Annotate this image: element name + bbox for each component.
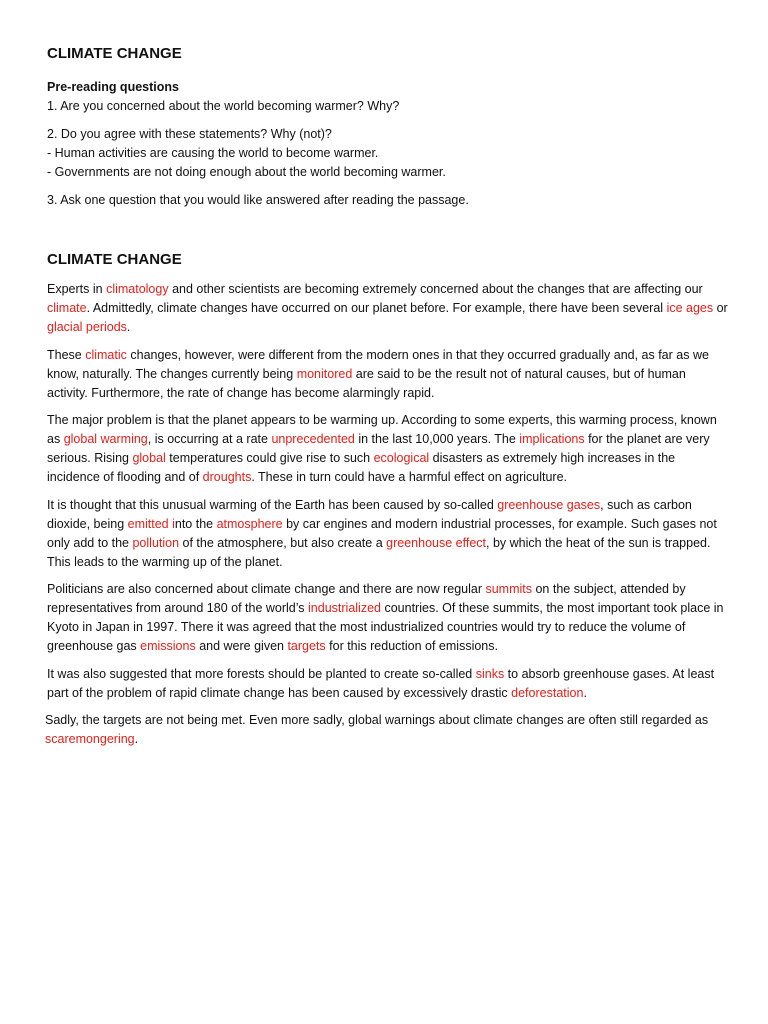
- body-text: or: [713, 301, 728, 315]
- body-text: are said to be the result not of natural causes, but of human activity. Furthermore, the rate of change has become alarmingly rapid.: [47, 366, 686, 400]
- vocab-term: summits: [485, 582, 532, 596]
- paragraph-6: [47, 665, 728, 703]
- body-text: Experts in: [47, 282, 107, 296]
- body-text: .: [126, 320, 131, 334]
- body-text: for this reduction of emissions.: [325, 639, 498, 653]
- vocab-term: ice ages: [666, 301, 714, 315]
- vocab-term: climatic: [85, 347, 127, 362]
- vocab-term: climate: [47, 301, 87, 315]
- body-text: . Admittedly, climate changes have occurred on our planet before. For example, there have been several: [86, 301, 667, 315]
- vocab-term: global: [132, 451, 166, 465]
- body-text: for the planet are very serious. Rising: [47, 432, 710, 465]
- body-text: changes, however, were different from the modern ones in that they occurred gradually and, as far as we know, naturally. The changes currently being: [47, 347, 709, 381]
- body-text: It is thought that this unusual warming of the Earth has been caused by so-called: [47, 497, 498, 512]
- body-text: , by which the heat of the sun is trapped. This leads to the warming up of the planet.: [47, 535, 711, 569]
- vocab-term: targets: [287, 639, 326, 653]
- question-2: 2. Do you agree with these statements? Why (not)?: [47, 127, 332, 141]
- paragraph-1: [47, 280, 728, 337]
- vocab-term: droughts: [202, 470, 252, 484]
- vocab-term: emitted i: [127, 516, 175, 531]
- vocab-term: industrialized: [308, 601, 381, 615]
- body-text: and were given: [195, 639, 288, 653]
- paragraph-5: [47, 580, 728, 656]
- body-text: It was also suggested that more forests should be planted to create so-called: [47, 666, 476, 681]
- body-text: by car engines and modern industrial processes, for example. Such gases not only add to the: [47, 516, 717, 550]
- body-text: on the subject, attended by representatives from around 180 of the world’s: [47, 582, 686, 615]
- body-text: temperatures could give rise to such: [165, 451, 374, 465]
- body-text: of the atmosphere, but also create a: [179, 535, 387, 550]
- paragraph-2: [47, 346, 728, 403]
- vocab-term: monitored: [296, 366, 353, 381]
- body-text: The major problem is that the planet appears to be warming up. According to some experts, this warming process, known as: [47, 413, 717, 446]
- vocab-term: greenhouse effect: [386, 535, 486, 550]
- vocab-term: ecological: [373, 451, 430, 465]
- vocab-term: sinks: [475, 666, 505, 681]
- statement-1: - Human activities are causing the world to become warmer.: [47, 146, 379, 160]
- vocab-term: climatology: [106, 282, 169, 296]
- vocab-term: greenhouse gases: [497, 497, 601, 512]
- paragraph-3: [47, 411, 728, 487]
- vocab-term: emissions: [140, 639, 196, 653]
- body-text: These: [47, 347, 86, 362]
- body-text: countries. Of these summits, the most important took place in Kyoto in Japan in 1997. There it was agreed that the most industrialized countries would try to reduce the volume of greenhouse gas: [47, 601, 724, 653]
- body-text: .: [134, 732, 139, 746]
- body-text: to absorb greenhouse gases. At least part of the problem of rapid climate change has been caused by excessively drastic: [47, 666, 715, 700]
- paragraph-7: [45, 711, 728, 749]
- vocab-term: deforestation: [511, 685, 584, 700]
- question-1: 1. Are you concerned about the world becoming warmer? Why?: [47, 99, 400, 113]
- vocab-term: global warming: [63, 432, 148, 446]
- paragraph-4: [47, 496, 728, 572]
- vocab-term: unprecedented: [271, 432, 355, 446]
- vocab-term: atmosphere: [216, 516, 283, 531]
- body-text: Sadly, the targets are not being met. Even more sadly, global warnings about climate changes are often still regarded as: [45, 713, 709, 727]
- reading-passage: [47, 280, 728, 749]
- pre-reading-heading: Pre-reading questions: [47, 80, 179, 94]
- vocab-term: glacial periods: [47, 320, 127, 334]
- body-text: .: [583, 685, 587, 700]
- reading-title: CLIMATE CHANGE: [47, 251, 182, 268]
- vocab-term: implications: [519, 432, 585, 446]
- pre-reading-title: CLIMATE CHANGE: [47, 45, 182, 62]
- body-text: , such as carbon dioxide, being: [47, 497, 692, 531]
- body-text: and other scientists are becoming extremely concerned about the changes that are affecting our: [168, 282, 703, 296]
- body-text: in the last 10,000 years. The: [354, 432, 520, 446]
- vocab-term: pollution: [132, 535, 180, 550]
- statement-2: - Governments are not doing enough about the world becoming warmer.: [47, 165, 446, 179]
- question-3: 3. Ask one question that you would like answered after reading the passage.: [47, 193, 469, 207]
- body-text: , is occurring at a rate: [147, 432, 272, 446]
- vocab-term: scaremongering: [45, 732, 135, 746]
- body-text: Politicians are also concerned about climate change and there are now regular: [47, 582, 486, 596]
- body-text: nto the: [174, 516, 217, 531]
- body-text: disasters as extremely high increases in the incidence of flooding and of: [47, 451, 676, 484]
- body-text: . These in turn could have a harmful effect on agriculture.: [251, 470, 568, 484]
